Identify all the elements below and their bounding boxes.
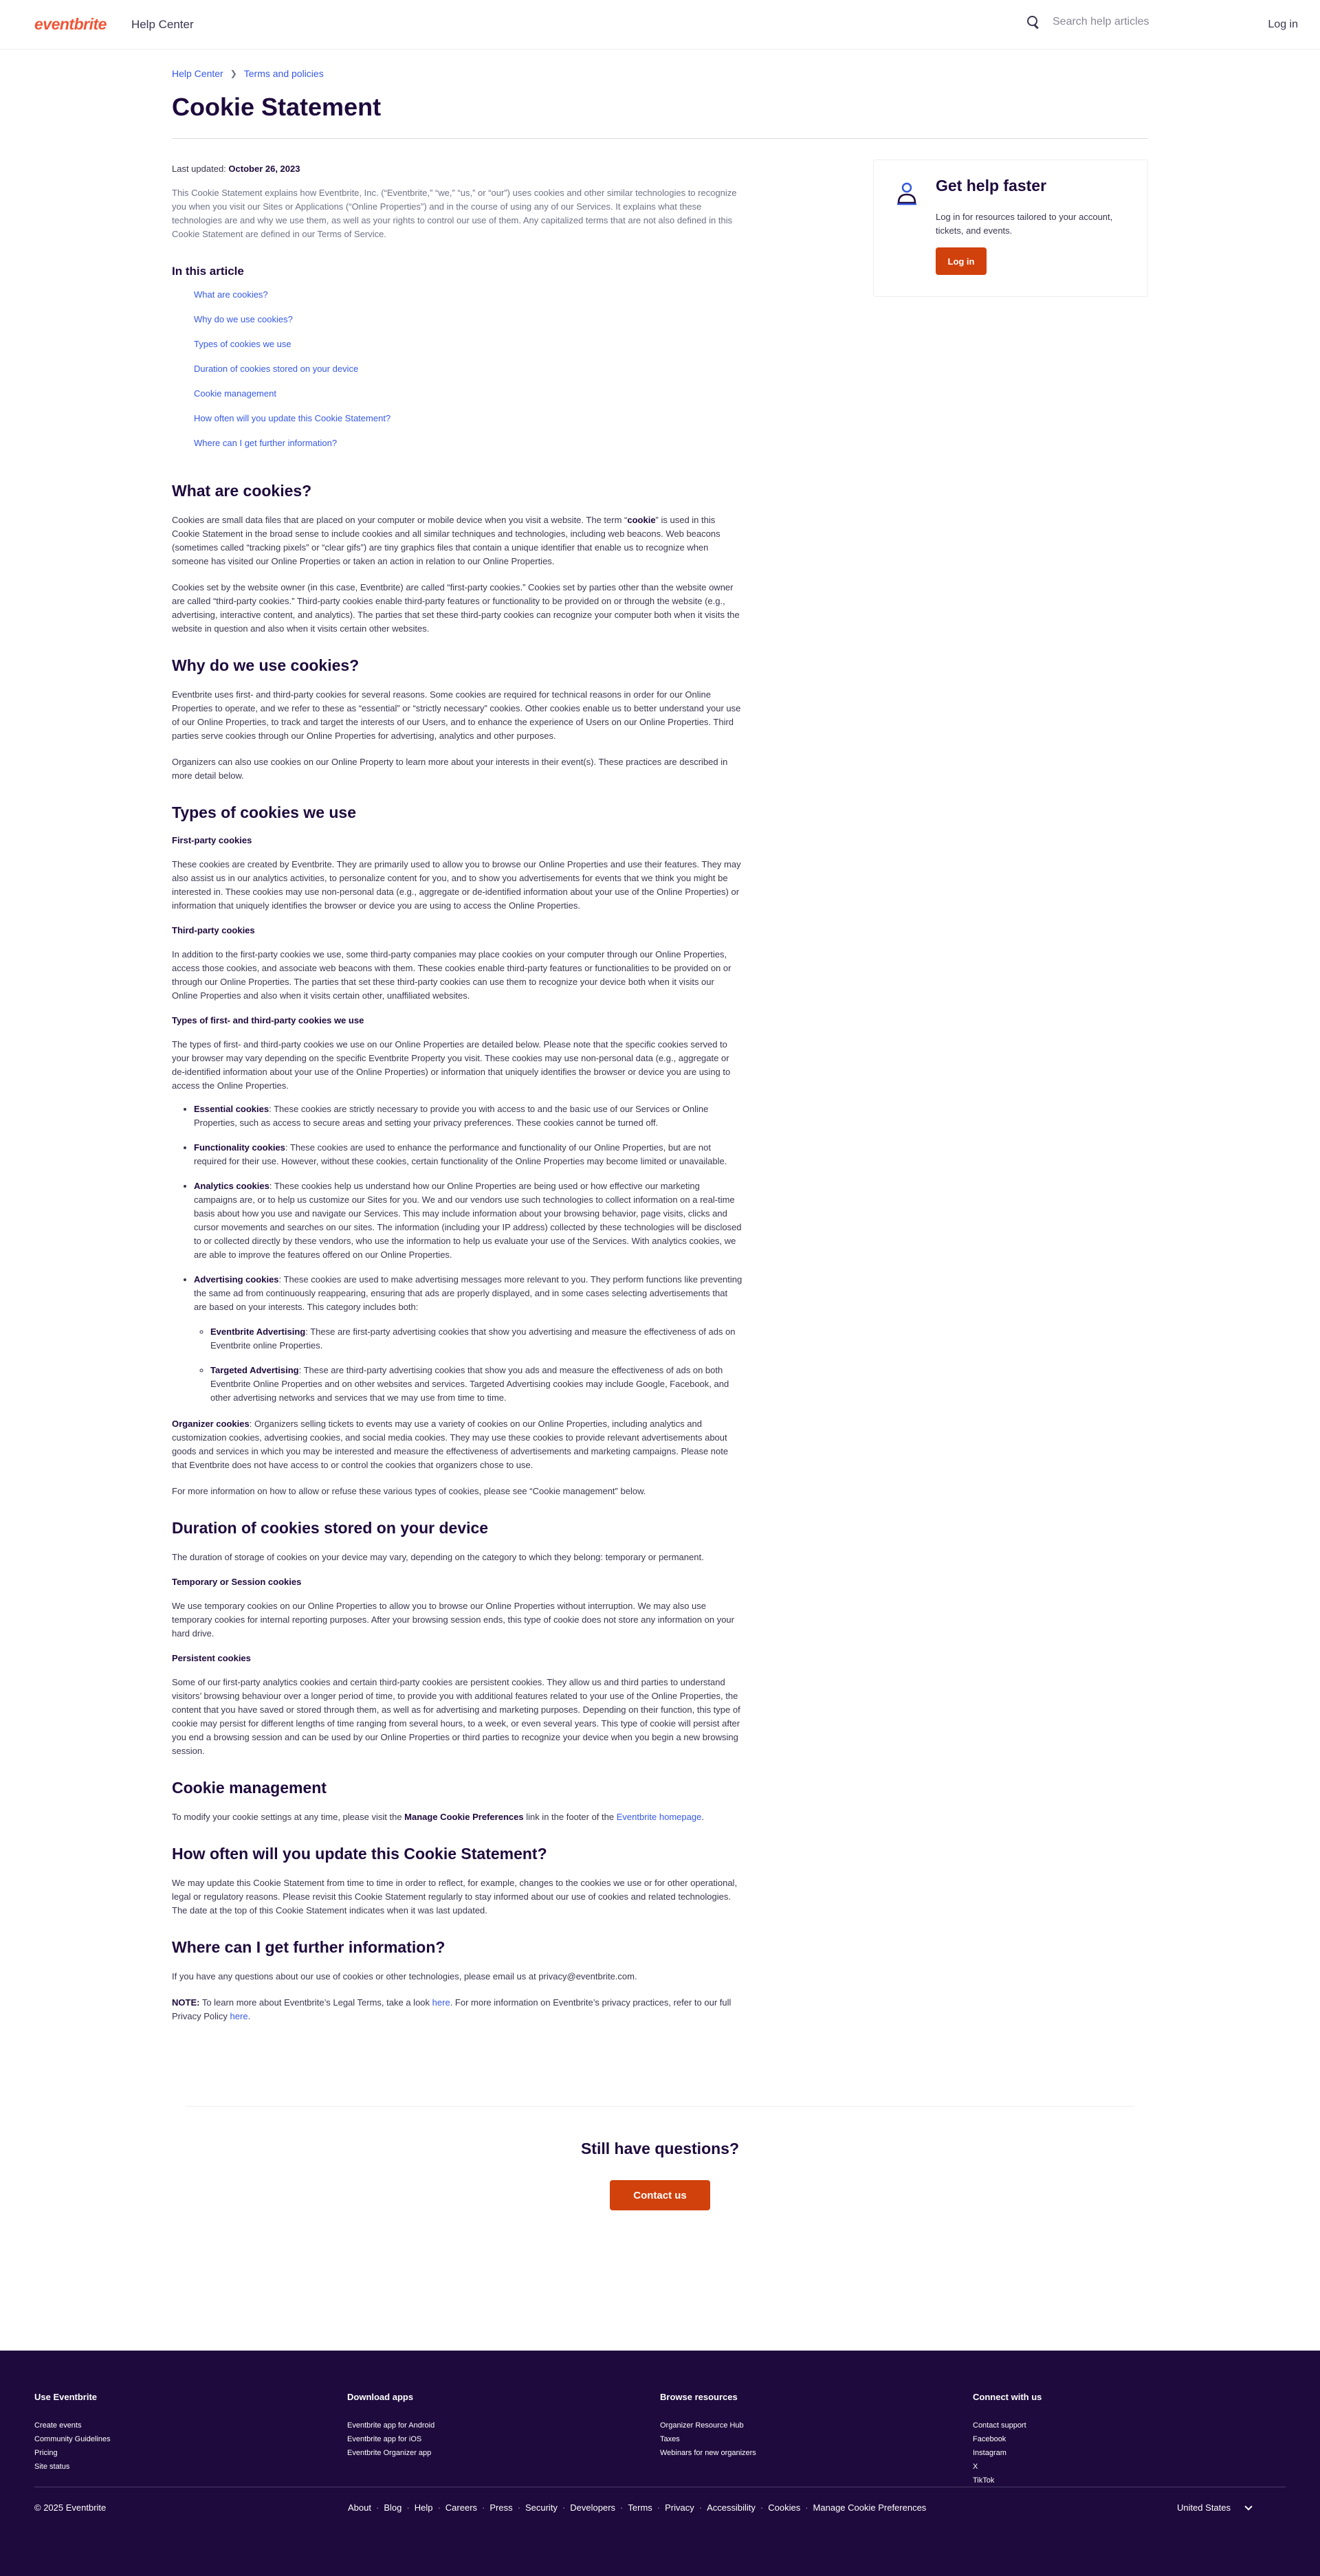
types-text: The types of first- and third-party cookies we use on our Online Properties are detailed below. Please note that the specific cookies served to your browser may vary depending on the specific Eventbrite Property you visit. These cookies may use non-personal data (e.g., aggregate or de-identified information about your use of the Online Properties) or information that uniquely identifies the browser or device you are using to access the Online Properties.: [172, 1039, 731, 1091]
list-item: [194, 1179, 742, 1262]
text-span: ” is used in this Cookie Statement in the broad sense to include cookies and all similar techniques and technologies, including web beacons. Web beacons (sometimes called “tracking pixels” or “clear gifs”) are tiny graphics files that contain a unique identifier that enable us to recognize when someone has visited our Online Properties or taken an action in relation to our Online Properties.: [172, 515, 720, 566]
get-help-card: [873, 159, 1148, 297]
footer-link[interactable]: Eventbrite Organizer app: [347, 2449, 432, 2457]
header: [0, 0, 1320, 49]
list-item: [210, 1364, 742, 1405]
list-item-term: Targeted Advertising: [210, 1365, 299, 1375]
last-updated-label: Last updated:: [172, 164, 226, 174]
separator-dot: ·: [375, 2502, 380, 2513]
separator-dot: ·: [698, 2502, 703, 2513]
first-party-text: These cookies are created by Eventbrite. They are primarily used to allow you to browse our Online Properties and use their features. They may also assist us in our analytics activities, to personalize content for you, and to show you advertisements for events that we think you might be interested in. These cookies may use non-personal data (e.g., aggregate or de-identified information about your use of the Online Properties) or information that uniquely identifies the browser or device you are using to access the Online Properties.: [172, 859, 741, 911]
advertising-sublist: [194, 1325, 742, 1405]
list-item-text: : These cookies are strictly necessary to provide you with access to and the basic use of our Services or Online Properties, such as access to secure areas and setting your privacy preferences. These cookies cannot be turned off.: [194, 1104, 709, 1128]
third-party-heading: Third-party cookies: [172, 925, 255, 935]
separator-dot: ·: [657, 2502, 661, 2513]
toc-item-what[interactable]: What are cookies?: [194, 289, 268, 300]
help-center-link[interactable]: Help Center: [131, 17, 194, 31]
toc-item-updates[interactable]: How often will you update this Cookie Statement?: [194, 413, 391, 423]
search-input[interactable]: [1053, 16, 1231, 28]
section-types-title: Types of cookies we use: [172, 803, 357, 821]
third-party-text: In addition to the first-party cookies we use, some third-party companies may place cookies on your computer through our Online Properties, access those cookies, and associate web beacons with them. These cookies enable third-party features or functionalities to be provided on or through our Online Properties. The parties that set these third-party cookies can use them to recognize your device both when it visits our Online Properties and also when it visits certain other, unaffiliated websites.: [172, 949, 732, 1001]
list-item-text: : These cookies are used to make advertising messages more relevant to you. They perform functions like preventing the same ad from continuously reappearing, ensuring that ads are properly displayed, and in some cases selecting advertisements that are based on your interests. This category includes both:: [194, 1274, 742, 1312]
still-have-questions-title: Still have questions?: [580, 2140, 740, 2157]
footer-nav: [348, 2502, 926, 2513]
toc-title: In this article: [172, 265, 244, 278]
intro-paragraph: This Cookie Statement explains how Eventbrite, Inc. (“Eventbrite,” “we,” “us,” or “our”) uses cookies and other similar technologies to recognize you when you visit our Sites or Applications (“Online Properties”) and in the course of using any of our Services. It explains what these technologies are and why we use them, as well as your rights to control our use of them. Any capitalized terms that are not also defined in this Cookie Statement are defined in our Terms of Service.: [172, 188, 737, 239]
separator-dot: ·: [562, 2502, 566, 2513]
section-what-p2: Cookies set by the website owner (in this case, Eventbrite) are called “first-party cookies.” Cookies set by parties other than the website owner are called “third-party cookies.” Third-party cookies enable third-party features or functionality to be provided on or through the website (e.g., advertising, interactive content, and analytics). The parties that set these third-party cookies can recognize your computer both when it visits the website in question and also when it visits certain other websites.: [172, 582, 740, 634]
updates-text: We may update this Cookie Statement from time to time in order to reflect, for example, changes to the cookies we use or for other operational, legal or regulatory reasons. Please revisit this Cookie Statement regularly to stay informed about our use of cookies and related technologies. The date at the top of this Cookie Statement indicates when it was last updated.: [172, 1878, 738, 1916]
footer-nav-link[interactable]: Accessibility: [707, 2502, 756, 2513]
footer-link[interactable]: Taxes: [660, 2435, 680, 2443]
footer-link[interactable]: Eventbrite app for Android: [347, 2421, 435, 2430]
text-bold: cookie: [627, 515, 656, 525]
footer-link[interactable]: Create events: [34, 2421, 82, 2430]
toc-item-duration[interactable]: Duration of cookies stored on your device: [194, 364, 359, 374]
separator-dot: ·: [760, 2502, 764, 2513]
separator-dot: ·: [620, 2502, 624, 2513]
breadcrumb-terms-policies[interactable]: Terms and policies: [243, 68, 324, 79]
list-item-term: Essential cookies: [194, 1104, 270, 1114]
management-text: [172, 1810, 742, 1824]
list-item-term: Eventbrite Advertising: [210, 1326, 306, 1337]
legal-terms-link[interactable]: here: [432, 1997, 450, 2008]
contact-us-button[interactable]: Contact us: [610, 2180, 710, 2210]
breadcrumb: [172, 49, 1148, 79]
footer-nav-link[interactable]: Blog: [384, 2502, 402, 2513]
footer-nav-link[interactable]: Privacy: [665, 2502, 694, 2513]
text-span: : Organizers selling tickets to events may use a variety of cookies on our Online Properties, including analytics and customization cookies, advertising cookies, and social media cookies. They may use these cookies to provide relevant advertisements about goods and services in which you may be interested and measure the effectiveness of advertisements and marketing campaigns. Please note that Eventbrite does not have access to or control the cookies that organizers chose to use.: [172, 1419, 729, 1470]
footer-link[interactable]: Facebook: [973, 2435, 1006, 2443]
further-text: If you have any questions about our use of cookies or other technologies, please email us at privacy@eventbrite.com.: [172, 1971, 637, 1981]
text-span: .: [701, 1812, 704, 1822]
more-info-text: For more information on how to allow or refuse these various types of cookies, please see “Cookie management” below.: [172, 1486, 646, 1496]
still-have-questions: [186, 2106, 1134, 2283]
person-icon: [893, 179, 921, 207]
eventbrite-homepage-link[interactable]: Eventbrite homepage: [616, 1812, 702, 1822]
list-item: [194, 1141, 742, 1168]
country-label: United States: [1176, 2502, 1231, 2513]
organizer-cookies-text: [172, 1417, 742, 1472]
list-item-term: Functionality cookies: [194, 1142, 285, 1153]
footer-link[interactable]: Community Guidelines: [34, 2435, 111, 2443]
first-party-heading: First-party cookies: [172, 835, 252, 845]
section-why-p1: Eventbrite uses first- and third-party cookies for several reasons. Some cookies are required for technical reasons in order for our Online Properties to operate, and we refer to these as “essential” or “strictly necessary” cookies. Other cookies enable us to better understand your use of our Online Properties, to track and target the interests of our Users, and to enhance the experience of Users on our Online Properties. Third parties serve cookies through our Online Properties for advertising, analytics and other purposes.: [172, 689, 741, 741]
toc-item-why[interactable]: Why do we use cookies?: [194, 314, 293, 324]
text-span: link in the footer of the: [523, 1812, 617, 1822]
footer-column-title: Connect with us: [973, 2392, 1042, 2402]
footer-nav-link[interactable]: Terms: [628, 2502, 652, 2513]
last-updated: [172, 164, 742, 174]
section-why-title: Why do we use cookies?: [172, 656, 360, 674]
persistent-heading: Persistent cookies: [172, 1653, 251, 1663]
text-bold: Organizer cookies: [172, 1419, 250, 1429]
section-updates-title: How often will you update this Cookie Statement?: [172, 1845, 547, 1863]
list-item: [194, 1273, 742, 1405]
text-span: .: [248, 2011, 251, 2021]
search-bar: [1026, 15, 1231, 29]
toc-item-types[interactable]: Types of cookies we use: [194, 339, 292, 349]
separator-dot: ·: [437, 2502, 441, 2513]
text-span: To modify your cookie settings at any time, please visit the: [172, 1812, 405, 1822]
list-item-term: Analytics cookies: [194, 1181, 270, 1191]
footer-link[interactable]: Instagram: [973, 2449, 1006, 2457]
footer-link[interactable]: Eventbrite app for iOS: [347, 2435, 422, 2443]
chevron-right-icon: ❯: [230, 69, 237, 78]
toc-list: [172, 288, 742, 461]
country-selector[interactable]: [1177, 2502, 1251, 2513]
footer-nav-link[interactable]: Press: [490, 2502, 513, 2513]
main-content: [172, 49, 1148, 2023]
list-item: [210, 1325, 742, 1353]
section-further-title: Where can I get further information?: [172, 1938, 446, 1956]
section-duration-title: Duration of cookies stored on your device: [172, 1519, 489, 1537]
duration-text: The duration of storage of cookies on your device may vary, depending on the category to which they belong: temporary or permanent.: [172, 1552, 704, 1562]
persistent-text: Some of our first-party analytics cookies and certain third-party cookies are persistent cookies. They allow us and third parties to understand visitors’ browsing behaviour over a longer period of time, to provide you with additional features related to your use of the Online Properties, the content that you have saved or stored through them, as well as for advertising and marketing purposes. Depending on their function, this type of cookie may persist for different lengths of time ranging from several hours, to a week, or even several years. This type of cookie will persist after you end a browsing session and can be used by our Online Properties or third parties to recognize your device when you begin a new browsing session.: [172, 1677, 740, 1756]
separator-dot: ·: [406, 2502, 410, 2513]
list-item-text: : These cookies are used to enhance the performance and functionality of our Online Properties, but are not required for their use. However, without these cookies, certain functionality of the Online Properties may become limited or unavailable.: [194, 1142, 727, 1166]
separator-dot: ·: [805, 2502, 808, 2513]
separator-dot: ·: [482, 2502, 485, 2513]
last-updated-date: October 26, 2023: [228, 164, 300, 174]
list-item-text: : These cookies help us understand how our Online Properties are being used or how effective our marketing campaigns are, or to help us customize our Sites for you. We and our vendors use such technologies to collect information on a real-time basis about how you use and navigate our Services. This may include information about your browsing behavior, page visits, clicks and cursor movements and searches on our sites. The information (including your IP address) collected by these technologies will be disclosed to or collected directly by these vendors, who use the information to help us evaluate your use of the Services. With analytics cookies, we are able to improve the features offered on our Online Properties.: [194, 1181, 742, 1260]
footer-link[interactable]: TikTok: [973, 2476, 995, 2485]
card-login-button[interactable]: Log in: [936, 247, 987, 275]
temporary-text: We use temporary cookies on our Online Properties to allow you to browse our Online Properties without interruption. We may also use temporary cookies for internal reporting purposes. After your browsing session ends, this type of cookie does not store any information on your hard drive.: [172, 1601, 734, 1639]
footer-link[interactable]: Contact support: [973, 2421, 1026, 2430]
footer-link[interactable]: X: [973, 2463, 978, 2471]
card-text: Log in for resources tailored to your account, tickets, and events.: [936, 212, 1113, 236]
footer-column-use: [34, 2392, 347, 2487]
copyright: © 2025 Eventbrite: [34, 2502, 107, 2513]
text-span: . For more information on Eventbrite’s privacy practices, refer to our full Privacy Policy: [172, 1997, 732, 2021]
section-what-title: What are cookies?: [172, 482, 312, 500]
types-heading: Types of first- and third-party cookies we use: [172, 1015, 364, 1025]
toc-item-management[interactable]: Cookie management: [194, 388, 276, 399]
temporary-heading: Temporary or Session cookies: [172, 1577, 302, 1587]
footer-column-title: Download apps: [347, 2392, 414, 2402]
footer-nav-link[interactable]: About: [348, 2502, 371, 2513]
footer-bottom-bar: [34, 2487, 1286, 2513]
footer-columns: [34, 2392, 1286, 2487]
note-text: [172, 1996, 742, 2023]
toc-item-further[interactable]: Where can I get further information?: [194, 438, 338, 448]
footer-column-apps: [347, 2392, 660, 2487]
footer-link[interactable]: Organizer Resource Hub: [660, 2421, 744, 2430]
article-body: [172, 164, 742, 2023]
footer-column-title: Browse resources: [660, 2392, 738, 2402]
footer-column-title: Use Eventbrite: [34, 2392, 98, 2402]
list-item: [194, 1102, 742, 1130]
footer-nav-link[interactable]: Cookies: [768, 2502, 801, 2513]
footer-link[interactable]: Site status: [34, 2463, 70, 2471]
footer: [0, 2351, 1320, 2576]
header-login-link[interactable]: Log in: [1268, 19, 1298, 30]
privacy-policy-link[interactable]: here: [230, 2011, 248, 2021]
footer-nav-link[interactable]: Security: [525, 2502, 558, 2513]
breadcrumb-help-center[interactable]: Help Center: [172, 68, 223, 79]
section-what-p1: [172, 513, 742, 568]
eventbrite-logo[interactable]: eventbrite: [34, 15, 107, 33]
list-item-text: : These are third-party advertising cookies that show you ads and measure the effectiveness of ads on both Eventbrite Online Properties and on other websites and services. Targeted Advertising cookies may include Google, Facebook, and other advertising networks and services that we may use from time to time.: [210, 1365, 729, 1403]
page-title: Cookie Statement: [172, 93, 1148, 139]
text-bold: NOTE:: [172, 1997, 200, 2008]
footer-nav-link[interactable]: Help: [414, 2502, 433, 2513]
list-item-term: Advertising cookies: [194, 1274, 279, 1285]
footer-nav-link[interactable]: Developers: [570, 2502, 616, 2513]
text-span: Cookies are small data files that are placed on your computer or mobile device when you visit a website. The term “: [172, 515, 628, 525]
section-management-title: Cookie management: [172, 1779, 327, 1797]
footer-column-resources: [660, 2392, 973, 2487]
footer-link[interactable]: Webinars for new organizers: [660, 2449, 756, 2457]
search-icon[interactable]: [1026, 15, 1040, 29]
list-item-text: : These are first-party advertising cookies that show you advertising and measure the effectiveness of ads on Eventbrite online Properties.: [210, 1326, 736, 1351]
footer-nav-link[interactable]: Manage Cookie Preferences: [813, 2502, 927, 2513]
card-title: Get help faster: [936, 177, 1047, 195]
separator-dot: ·: [517, 2502, 520, 2513]
footer-link[interactable]: Pricing: [34, 2449, 58, 2457]
cookie-types-list: [172, 1102, 742, 1405]
text-bold: Manage Cookie Preferences: [404, 1812, 524, 1822]
section-why-p2: Organizers can also use cookies on our Online Property to learn more about your interests in their event(s). These practices are described in more detail below.: [172, 757, 728, 781]
text-span: To learn more about Eventbrite’s Legal Terms, take a look: [199, 1997, 432, 2008]
footer-nav-link[interactable]: Careers: [445, 2502, 478, 2513]
footer-column-connect: [973, 2392, 1286, 2487]
chevron-down-icon: [1244, 2502, 1252, 2510]
